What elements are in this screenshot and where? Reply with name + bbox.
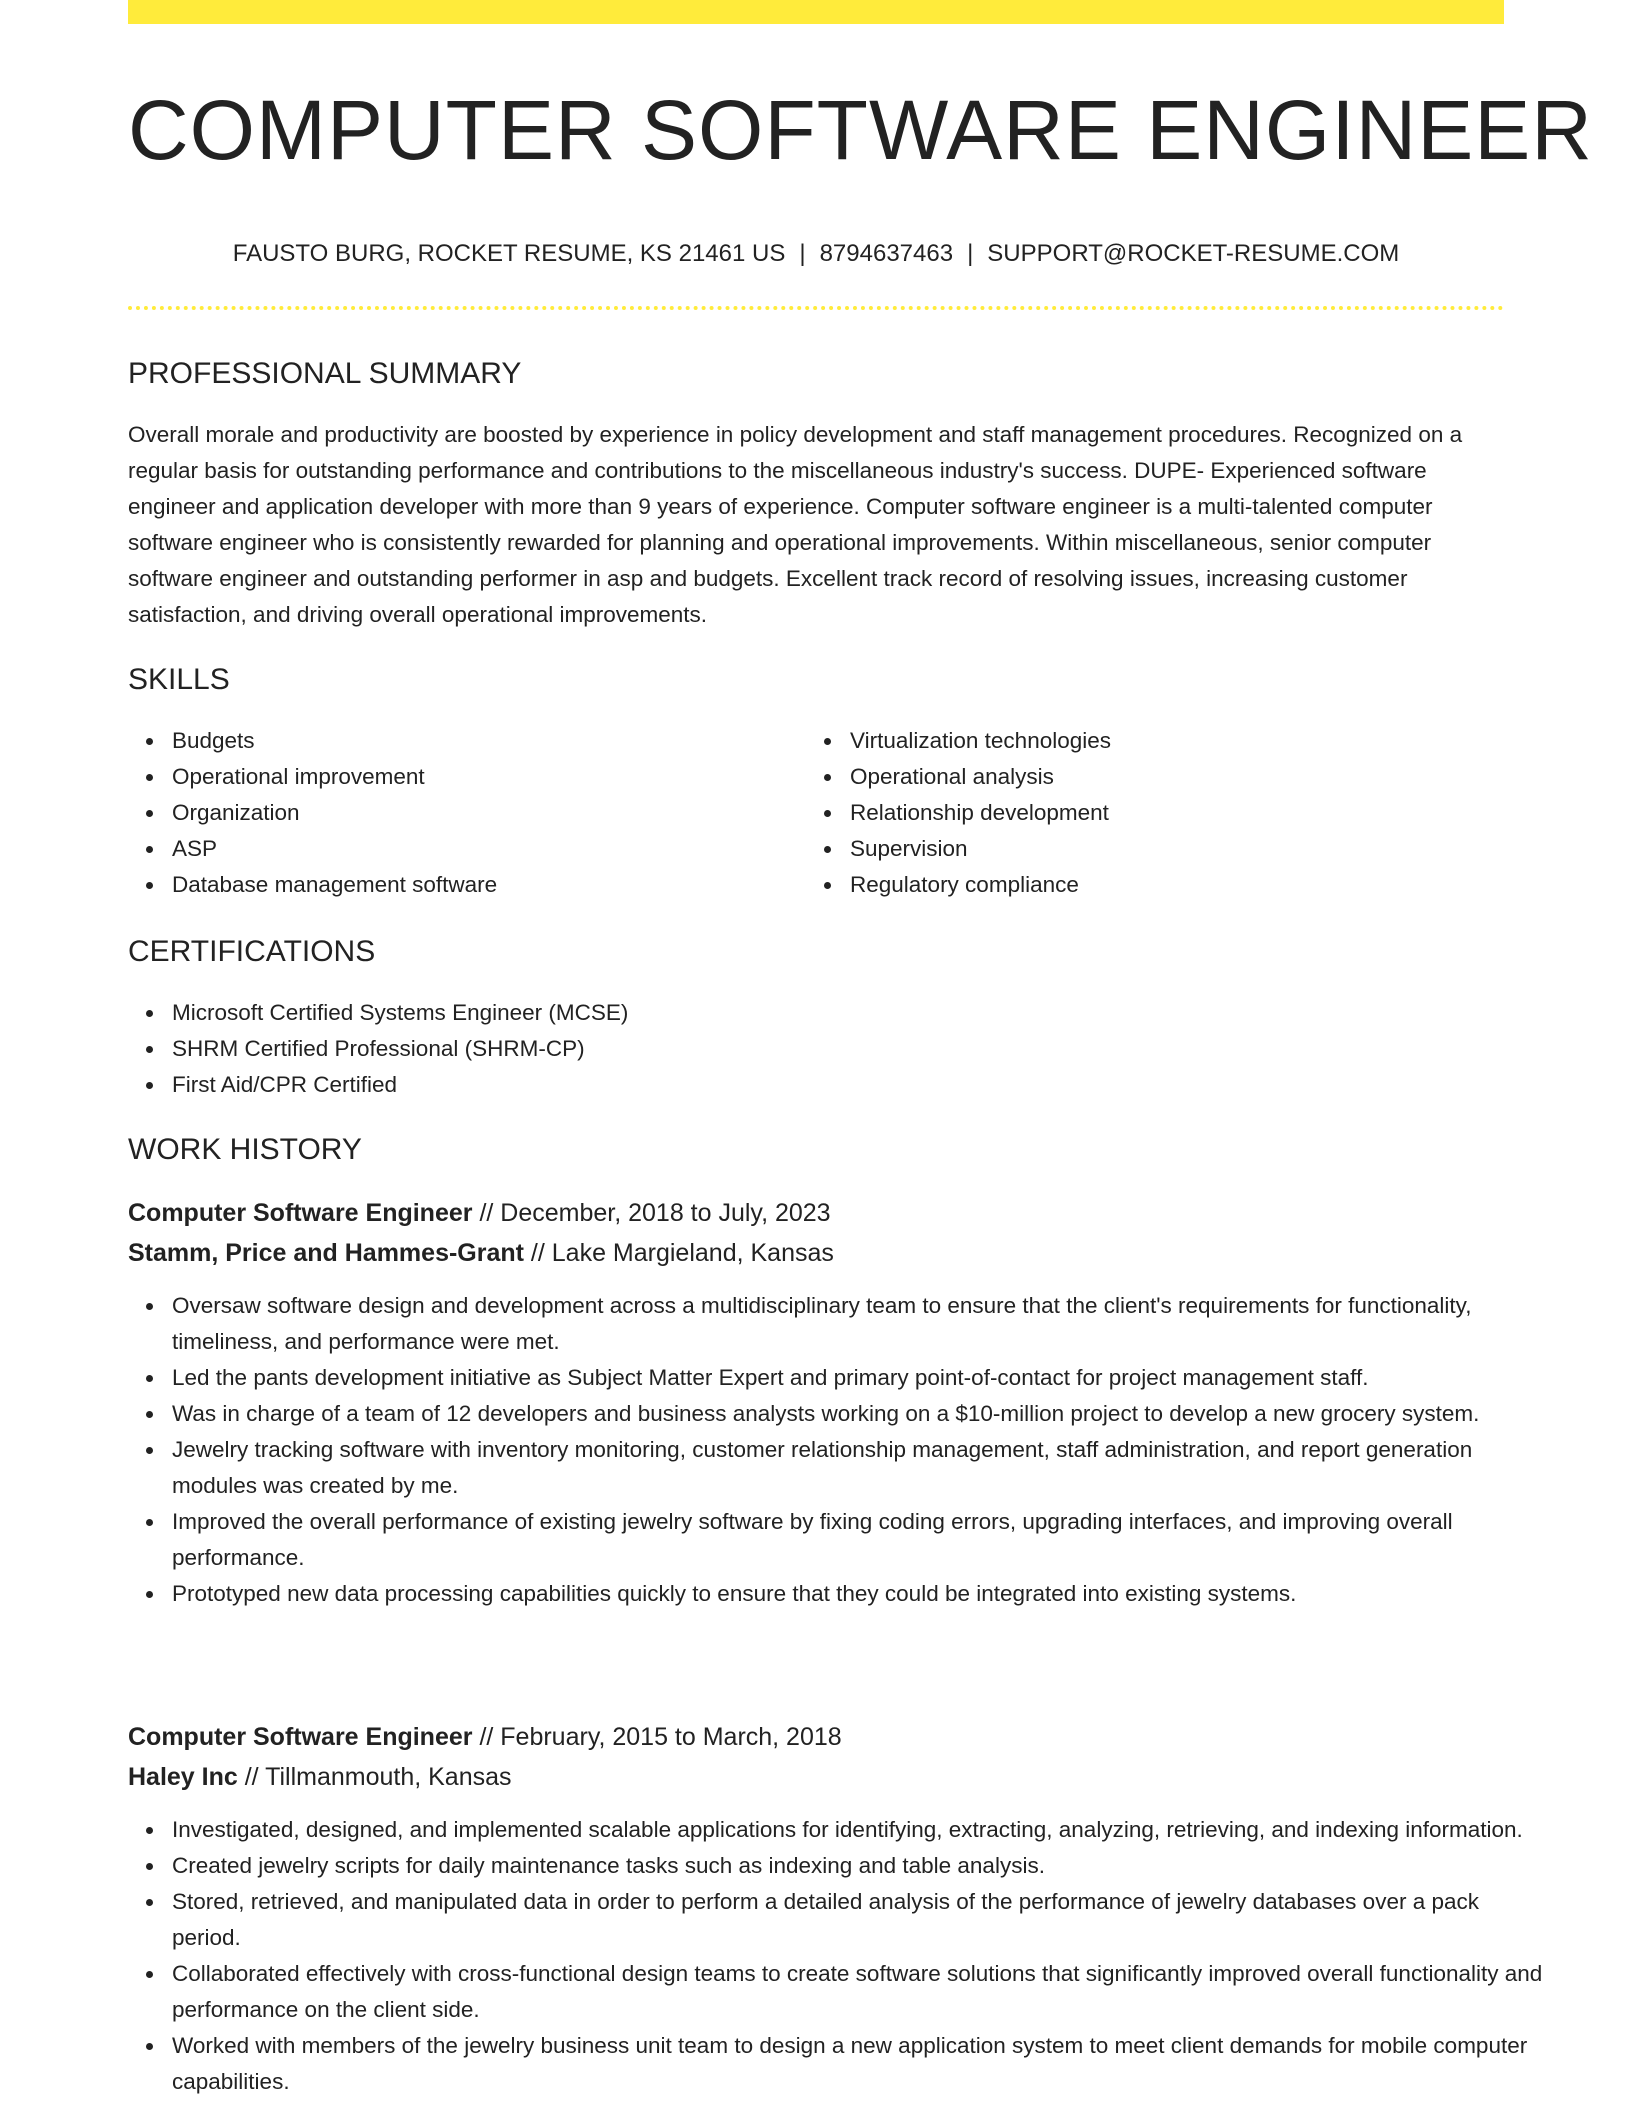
certification-item: First Aid/CPR Certified <box>172 1067 1548 1103</box>
job-bullet: Was in charge of a team of 12 developers and business analysts working on a $10-million project to develop a new grocery system. <box>172 1396 1548 1432</box>
job-bullet: Improved the overall performance of existing jewelry software by fixing coding errors, upgrading interfaces, and improving overall performance. <box>172 1504 1548 1576</box>
summary-text: Overall morale and productivity are boosted by experience in policy development and staff management procedures. Recognized on a regular basis for outstanding performance and contributions to the miscellaneous industry's success. DUPE- Experienced software engineer and application developer with more than 9 years of experience. Computer software engineer is a multi-talented computer software engineer who is consistently rewarded for planning and operational improvements. Within miscellaneous, senior computer software engineer and outstanding performer in asp and budgets. Excellent track record of resolving issues, increasing customer satisfaction, and driving overall operational improvements. <box>128 422 1463 627</box>
job-dates: // February, 2015 to March, 2018 <box>472 1723 842 1751</box>
job-location: // Lake Margieland, Kansas <box>523 1239 834 1267</box>
job-bullet-list <box>128 1288 1548 1612</box>
job-title-line <box>128 1193 831 1233</box>
job-bullet: Created jewelry scripts for daily maintenance tasks such as indexing and table analysis. <box>172 1848 1548 1884</box>
job-bullet-list <box>128 1812 1548 2100</box>
section-title-summary: PROFESSIONAL SUMMARY <box>128 357 522 390</box>
job-bullet: Collaborated effectively with cross-functional design teams to create software solutions that significantly improved overall functionality and performance on the client side. <box>172 1956 1548 2028</box>
section-title-skills: SKILLS <box>128 663 230 696</box>
job-bullet: Led the pants development initiative as Subject Matter Expert and primary point-of-contact for project management staff. <box>172 1360 1548 1396</box>
skill-item: Regulatory compliance <box>850 867 1548 903</box>
header-divider <box>128 306 1504 310</box>
job-bullet: Oversaw software design and development across a multidisciplinary team to ensure that the client's requirements for functionality, timeliness, and performance were met. <box>172 1288 1548 1360</box>
skill-item: Database management software <box>172 867 832 903</box>
skill-item: Virtualization technologies <box>850 723 1548 759</box>
job-role: Computer Software Engineer <box>128 1199 473 1227</box>
job-company: Haley Inc <box>128 1763 238 1791</box>
skill-item: Relationship development <box>850 795 1548 831</box>
skill-item: ASP <box>172 831 832 867</box>
job-company-line <box>128 1233 834 1273</box>
certification-item: Microsoft Certified Systems Engineer (MCSE) <box>172 995 1548 1031</box>
job-dates: // December, 2018 to July, 2023 <box>472 1199 831 1227</box>
resume-title: COMPUTER SOFTWARE ENGINEER <box>128 83 1593 177</box>
section-title-work-history: WORK HISTORY <box>128 1133 362 1166</box>
job-location: // Tillmanmouth, Kansas <box>237 1763 512 1791</box>
section-title-certifications: CERTIFICATIONS <box>128 935 376 968</box>
skills-list-right <box>806 723 1548 903</box>
skill-item: Budgets <box>172 723 832 759</box>
skill-item: Operational analysis <box>850 759 1548 795</box>
job-bullet: Investigated, designed, and implemented scalable applications for identifying, extracting, analyzing, retrieving, and indexing information. <box>172 1812 1548 1848</box>
skill-item: Organization <box>172 795 832 831</box>
job-bullet: Jewelry tracking software with inventory monitoring, customer relationship management, staff administration, and report generation modules was created by me. <box>172 1432 1548 1504</box>
contact-separator: | <box>967 240 974 267</box>
job-company-line <box>128 1757 512 1797</box>
skill-item: Operational improvement <box>172 759 832 795</box>
certifications-list <box>128 995 1548 1103</box>
job-company: Stamm, Price and Hammes-Grant <box>128 1239 524 1267</box>
skill-item: Supervision <box>850 831 1548 867</box>
certification-item: SHRM Certified Professional (SHRM-CP) <box>172 1031 1548 1067</box>
top-accent-bar <box>128 0 1504 24</box>
contact-address: FAUSTO BURG, ROCKET RESUME, KS 21461 US <box>232 240 786 267</box>
job-role: Computer Software Engineer <box>128 1723 473 1751</box>
job-bullet: Stored, retrieved, and manipulated data in order to perform a detailed analysis of the performance of jewelry databases over a pack period. <box>172 1884 1548 1956</box>
contact-line <box>128 236 1504 272</box>
job-bullet: Prototyped new data processing capabilities quickly to ensure that they could be integrated into existing systems. <box>172 1576 1548 1612</box>
skills-list-left <box>128 723 832 903</box>
job-bullet: Worked with members of the jewelry business unit team to design a new application system to meet client demands for mobile computer capabilities. <box>172 2028 1548 2100</box>
contact-separator: | <box>799 240 806 267</box>
job-title-line <box>128 1717 842 1757</box>
contact-email: SUPPORT@ROCKET-RESUME.COM <box>987 240 1400 267</box>
contact-phone: 8794637463 <box>819 240 954 267</box>
